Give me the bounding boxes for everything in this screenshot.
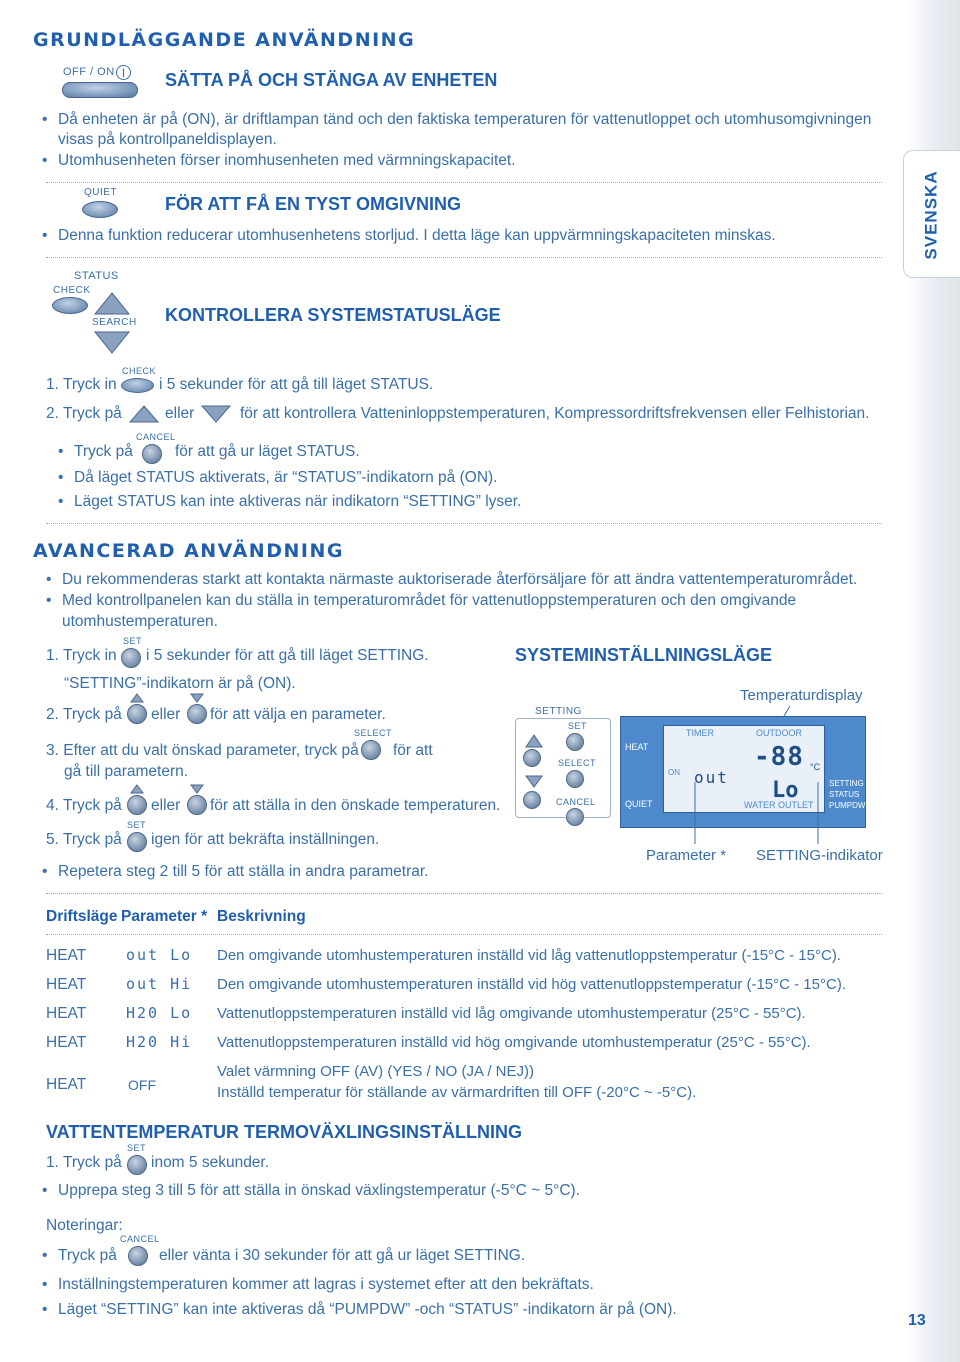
setting-label: SETTING — [535, 706, 582, 717]
select-button-icon: SELECT — [352, 728, 396, 762]
language-label: SVENSKA — [922, 170, 941, 260]
segment-lo: Lo — [772, 778, 799, 803]
remote-button-panel: SET SELECT CANCEL — [515, 718, 611, 818]
up-button-icon — [124, 693, 150, 725]
onoff-bullet-1: • Då enheten är på (ON), är driftlampan tänd och den faktiska temperaturen för vattenutloppet och utomhusomgivningen — [58, 110, 871, 130]
power-icon: | — [116, 65, 131, 80]
up-button-icon — [124, 784, 150, 816]
set-button-icon: SET — [124, 1143, 152, 1177]
status-check-search-icon: STATUS CHECK SEARCH — [50, 270, 140, 358]
quiet-button-icon: QUIET — [80, 187, 120, 219]
lcd-display: HEAT QUIET TIMER OUTDOOR ON out -88 °C Lo WATER OUTLET SETTING STATUS PUMPDW — [620, 716, 866, 828]
pointer-lines — [680, 780, 840, 850]
status-step-1: 1. Tryck in — [46, 376, 117, 393]
page-number: 13 — [908, 1312, 926, 1329]
table-row: HEAT H20 Hi Vattenutloppstemperaturen inställd vid hög omgivande utomhustemperatur (25°C - 55°C). — [46, 1033, 811, 1051]
segment-out: out — [694, 768, 729, 787]
table-header-parameter: Parameter * — [121, 908, 208, 925]
section-heading-advanced: AVANCERAD ANVÄNDNING — [33, 540, 344, 562]
divider — [46, 523, 882, 524]
down-button-icon — [184, 784, 210, 816]
off-on-button-icon: OFF / ON | — [60, 64, 140, 100]
divider — [46, 257, 882, 258]
cancel-button-icon: CANCEL — [134, 432, 174, 466]
segment-temperature: -88 — [754, 742, 804, 772]
setting-indicator-label: SETTING-indikator — [756, 847, 883, 864]
diagram-title: SYSTEMINSTÄLLNINGSLÄGE — [515, 645, 773, 665]
table-row: HEAT out Hi Den omgivande utomhustemperaturen inställd vid hög vattenutloppstemperatur (-15°C - 15°C). — [46, 975, 846, 993]
set-button-icon: SET — [124, 820, 152, 854]
up-arrow-icon — [128, 404, 160, 424]
onoff-bullet-2: • Utomhusenheten förser inomhusenheten med värmningskapacitet. — [58, 151, 516, 171]
down-arrow-icon — [200, 404, 232, 424]
table-header-mode: Driftsläge — [46, 908, 118, 925]
parameter-label: Parameter * — [646, 847, 727, 864]
down-button-icon — [184, 693, 210, 725]
table-row: HEAT OFF Valet värmning OFF (AV) (YES / NO (JA / NEJ)) Inställd temperatur för ställande av värmardriften till OFF (-20°C ~ -5°C). — [46, 1063, 697, 1101]
notes-label: Noteringar: — [46, 1217, 123, 1234]
quiet-title: FÖR ATT FÅ EN TYST OMGIVNING — [165, 194, 461, 214]
divider — [46, 893, 882, 894]
language-tab — [903, 150, 960, 278]
cancel-button-icon: CANCEL — [118, 1234, 158, 1268]
table-row: HEAT out Lo Den omgivande utomhustemperaturen inställd vid låg vattenutloppstemperatur (-15°C - 15°C). — [46, 946, 841, 964]
down-arrow-icon — [524, 775, 544, 789]
check-button-icon: CHECK — [120, 366, 156, 396]
water-heading: VATTENTEMPERATUR TERMOVÄXLINGSINSTÄLLNING — [46, 1122, 522, 1142]
onoff-bullet-1-cont: visas på kontrollpaneldisplayen. — [58, 131, 277, 148]
onoff-title: SÄTTA PÅ OCH STÄNGA AV ENHETEN — [165, 70, 498, 90]
divider — [46, 934, 882, 935]
status-title: KONTROLLERA SYSTEMSTATUSLÄGE — [165, 305, 501, 325]
divider — [46, 182, 882, 183]
section-heading-basic: GRUNDLÄGGANDE ANVÄNDNING — [33, 29, 416, 51]
table-row: HEAT H20 Lo Vattenutloppstemperaturen inställd vid låg omgivande utomhustemperatur (25°C - 55°C). — [46, 1004, 806, 1022]
temperature-display-label: Temperaturdisplay — [740, 687, 863, 704]
quiet-bullet: • Denna funktion reducerar utomhusenhetens storljud. I detta läge kan uppvärmningskapaciteten minskas. — [58, 226, 776, 246]
table-header-description: Beskrivning — [217, 908, 306, 925]
set-button-icon: SET — [118, 636, 148, 670]
